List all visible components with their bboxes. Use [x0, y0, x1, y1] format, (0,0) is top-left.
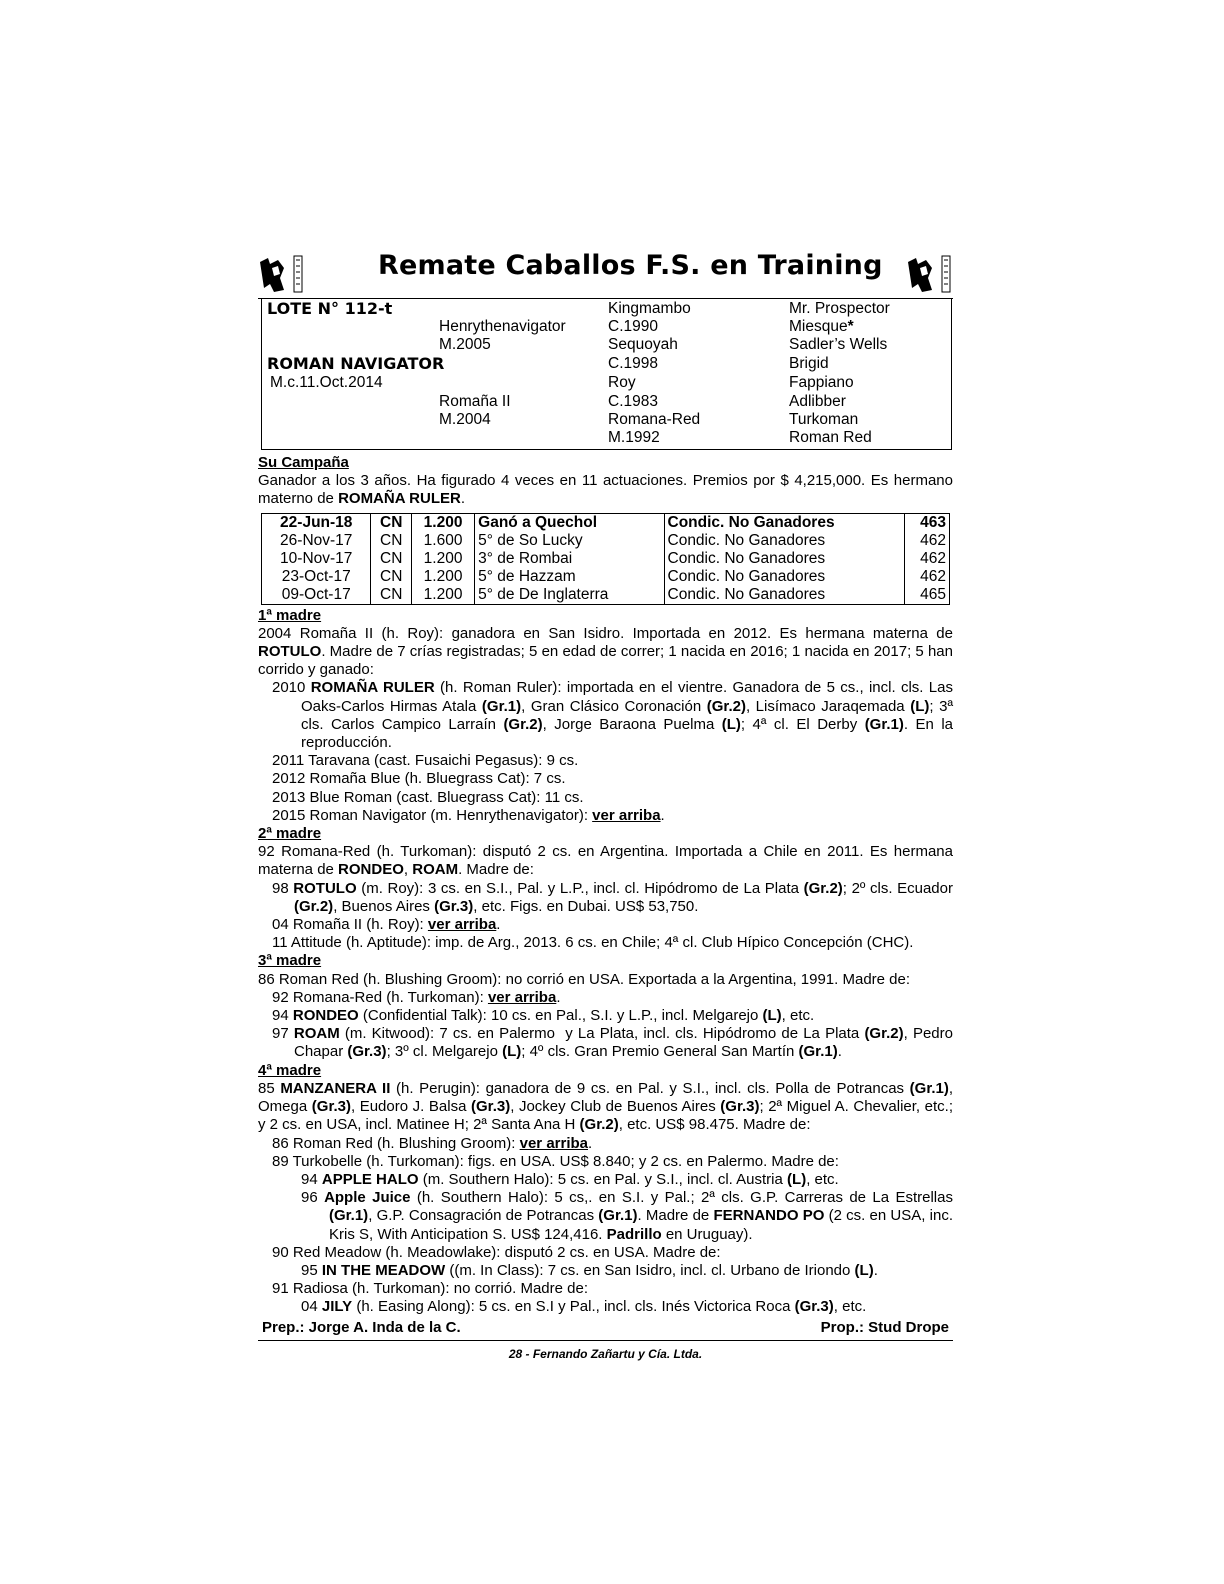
sire-name: Henrythenavigator: [439, 318, 566, 335]
race-track: CN: [371, 568, 412, 586]
race-distance: 1.600: [412, 532, 475, 550]
race-track: CN: [371, 532, 412, 550]
pedigree-box: [261, 299, 952, 450]
race-distance: 1.200: [412, 550, 475, 568]
race-distance: 1.200: [412, 513, 475, 532]
see-above-link: ver arriba: [592, 806, 661, 824]
third-dam-heading: 3ª madre: [258, 952, 322, 970]
race-date: 26-Nov-17: [262, 532, 371, 550]
dam-year: M.2004: [439, 411, 491, 428]
race-condition: Condic. No Ganadores: [664, 513, 904, 532]
race-number: 462: [904, 568, 949, 586]
campaign-text: [258, 472, 953, 508]
ancestor: Mr. Prospector: [789, 300, 890, 317]
sire-year: M.2005: [439, 336, 491, 353]
third-dam-section: [258, 971, 953, 1062]
ancestor: Sadler’s Wells: [789, 336, 888, 353]
ancestor: Fappiano: [789, 374, 854, 391]
lot-number: LOTE N° 112-t: [267, 299, 393, 318]
see-above-link: ver arriba: [427, 916, 497, 934]
offspring-entry: 04 JILY (h. Easing Along): 5 cs. en S.I y Pal., incl. cls. Inés Victorica Roca (Gr.3), etc.: [301, 1298, 867, 1316]
race-distance: 1.200: [412, 568, 475, 586]
dam-paragraph: 85 MANZANERA II (h. Perugin): ganadora de 9 cs. en Pal. y S.I., incl. cls. Polla de Potrancas (Gr.1), Omega (Gr.3), Eudoro J. Balsa (Gr.3), Jockey Club de Buenos Aires (Gr.3); 2ª Miguel A. Chevalier, etc.; y 2 cs. en USA, incl. Matinee H; 2ª Santa Ana H (Gr.2), etc. US$ 98.475. Madre de:: [258, 1079, 954, 1134]
race-date: 22-Jun-18: [262, 513, 371, 532]
offspring-entry: 11 Attitude (h. Aptitude): imp. de Arg., 2013. 6 cs. en Chile; 4ª cl. Club Hípico Concepción (CHC).: [272, 934, 914, 952]
ancestor: Roman Red: [789, 429, 872, 446]
offspring-entry: 2011 Taravana (cast. Fusaichi Pegasus): 9 cs.: [272, 752, 579, 770]
race-result: 3° de Rombai: [475, 550, 664, 568]
offspring-entry: 98 ROTULO (m. Roy): 3 cs. en S.I., Pal. y L.P., incl. cl. Hipódromo de La Plata (Gr.2); 2º cls. Ecuador (Gr.2), Buenos Aires (Gr.3), etc. Figs. en Dubai. US$ 53,750.: [272, 879, 953, 915]
see-above-link: ver arriba: [487, 988, 557, 1006]
race-number: 462: [904, 550, 949, 568]
offspring-entry: 95 IN THE MEADOW ((m. In Class): 7 cs. en San Isidro, incl. cl. Urbano de Iriondo (L).: [301, 1261, 878, 1279]
offspring-entry: 04 Romaña II (h. Roy): ver arriba.: [272, 916, 501, 934]
granddam-year: C.1998: [608, 355, 658, 372]
ancestor: Adlibber: [789, 393, 846, 410]
page-number: 28 - Fernando Zañartu y Cía. Ltda.: [508, 1346, 703, 1361]
ancestor: Brigid: [789, 355, 829, 372]
offspring-entry: 2012 Romaña Blue (h. Bluegrass Cat): 7 cs.: [272, 770, 566, 788]
race-result: 5° de De Inglaterra: [475, 586, 664, 605]
page-footer: [258, 1317, 953, 1341]
damdam-year: M.1992: [608, 429, 660, 446]
ancestor-mark: *: [847, 318, 854, 335]
offspring-entry: 94 RONDEO (Confidential Talk): 10 cs. en Pal., S.I. y L.P., incl. Melgarejo (L), etc.: [272, 1007, 815, 1025]
campaign-end: .: [460, 490, 466, 508]
race-row: [262, 550, 950, 568]
see-above-link: ver arriba: [519, 1134, 589, 1152]
race-row: [262, 532, 950, 550]
race-result: 5° de Hazzam: [475, 568, 664, 586]
race-number: 462: [904, 532, 949, 550]
race-result: 5° de So Lucky: [475, 532, 664, 550]
fourth-dam-heading: 4ª madre: [258, 1061, 322, 1079]
grandsire-name: Kingmambo: [608, 300, 691, 317]
page-title: Remate Caballos F.S. en Training: [378, 250, 883, 281]
dam-name: Romaña II: [439, 393, 511, 410]
race-date: 09-Oct-17: [262, 586, 371, 605]
trainer: Prep.: Jorge A. Inda de la C.: [262, 1318, 461, 1336]
race-results-table: [261, 513, 950, 605]
race-condition: Condic. No Ganadores: [664, 550, 904, 568]
race-date: 10-Nov-17: [262, 550, 371, 568]
race-row: [262, 568, 950, 586]
first-dam-section: [258, 625, 953, 825]
race-track: CN: [371, 586, 412, 605]
damdam-name: Romana-Red: [608, 411, 701, 428]
race-condition: Condic. No Ganadores: [664, 568, 904, 586]
first-dam-heading: 1ª madre: [258, 606, 322, 624]
horse-name: ROMAN NAVIGATOR: [267, 354, 445, 373]
campaign-heading: Su Campaña: [258, 454, 349, 471]
offspring-entry: 89 Turkobelle (h. Turkoman): figs. en USA. US$ 8.840; y 2 cs. en Palermo. Madre de:: [272, 1152, 839, 1170]
fourth-dam-section: [258, 1080, 953, 1317]
offspring-entry: 92 Romana-Red (h. Turkoman): ver arriba.: [272, 988, 561, 1006]
dam-paragraph: 86 Roman Red (h. Blushing Groom): no corrió en USA. Exportada a la Argentina, 1991. Madre de:: [258, 970, 911, 988]
grandsire-year: C.1990: [608, 318, 658, 335]
offspring-entry: 86 Roman Red (h. Blushing Groom): ver arriba.: [272, 1134, 593, 1152]
offspring-entry: 96 Apple Juice (h. Southern Halo): 5 cs,. en S.I. y Pal.; 2ª cls. G.P. Carreras de La Estrellas (Gr.1), G.P. Consagración de Potrancas (Gr.1). Madre de FERNANDO PO (2 cs. en USA, inc. Kris S, With Anticipation S. US$ 124,416. Padrillo en Uruguay).: [301, 1189, 953, 1243]
catalog-page: [258, 250, 954, 1363]
dam-paragraph: 2004 Romaña II (h. Roy): ganadora en San Isidro. Importada en 2012. Es hermana materna de ROTULO. Madre de 7 crías registradas; 5 en edad de correr; 1 nacida en 2016; 1 nacida en 2017; 5 han corrido y ganado:: [258, 624, 953, 679]
race-number: 463: [904, 513, 949, 532]
granddam-name: Sequoyah: [608, 336, 678, 353]
race-track: CN: [371, 513, 412, 532]
offspring-entry: 2015 Roman Navigator (m. Henrythenavigator): ver arriba.: [272, 806, 665, 824]
offspring-entry: 97 ROAM (m. Kitwood): 7 cs. en Palermo y La Plata, incl. cls. Hipódromo de La Plata (Gr.2), Pedro Chapar (Gr.3); 3º cl. Melgarejo (L); 4º cls. Gran Premio General San Martín (Gr.1).: [272, 1025, 953, 1061]
horse-logo-icon: [258, 254, 304, 294]
dam-paragraph: 92 Romana-Red (h. Turkoman): disputó 2 cs. en Argentina. Importada a Chile en 2011. Es hermana materna de RONDEO, ROAM. Madre de:: [258, 843, 953, 879]
race-distance: 1.200: [412, 586, 475, 605]
offspring-entry: 91 Radiosa (h. Turkoman): no corrió. Madre de:: [272, 1280, 588, 1298]
second-dam-section: [258, 843, 953, 952]
ancestor: [789, 318, 854, 336]
horse-birth: M.c.11.Oct.2014: [270, 374, 383, 391]
race-row: [262, 586, 950, 605]
sibling-name: ROMAÑA RULER: [338, 490, 461, 508]
offspring-entry: 94 APPLE HALO (m. Southern Halo): 5 cs. en Pal. y S.I., incl. cl. Austria (L), etc.: [301, 1170, 839, 1188]
offspring-entry: 2010 ROMAÑA RULER (h. Roman Ruler): importada en el vientre. Ganadora de 5 cs., incl. cls. Las Oaks-Carlos Hirmas Atala (Gr.1), Gran Clásico Coronación (Gr.2), Lisímaco Jaraqemada (L); 3ª cls. Carlos Campico Larraín (Gr.2), Jorge Baraona Puelma (L); 4ª cl. El Derby (Gr.1). En la reproducción.: [272, 679, 954, 752]
damsire-name: Roy: [608, 374, 636, 391]
campaign-summary: Ganador a los 3 años. Ha figurado 4 veces en 11 actuaciones. Premios por $ 4,215,000. Es hermano materno de: [258, 472, 953, 508]
page-header: [258, 250, 953, 299]
race-condition: Condic. No Ganadores: [664, 586, 904, 605]
second-dam-heading: 2ª madre: [258, 825, 322, 843]
ancestor-name: Miesque: [789, 318, 848, 335]
offspring-entry: 2013 Blue Roman (cast. Bluegrass Cat): 11 cs.: [272, 788, 584, 806]
race-result: Ganó a Quechol: [475, 513, 664, 532]
horse-logo-icon: [906, 254, 952, 294]
owner: Prop.: Stud Drope: [820, 1318, 949, 1336]
race-number: 465: [904, 586, 949, 605]
race-condition: Condic. No Ganadores: [664, 532, 904, 550]
ancestor: Turkoman: [789, 411, 859, 428]
race-track: CN: [371, 550, 412, 568]
race-row: [262, 513, 950, 532]
offspring-entry: 90 Red Meadow (h. Meadowlake): disputó 2 cs. en USA. Madre de:: [272, 1243, 721, 1261]
damsire-year: C.1983: [608, 393, 658, 410]
race-date: 23-Oct-17: [262, 568, 371, 586]
